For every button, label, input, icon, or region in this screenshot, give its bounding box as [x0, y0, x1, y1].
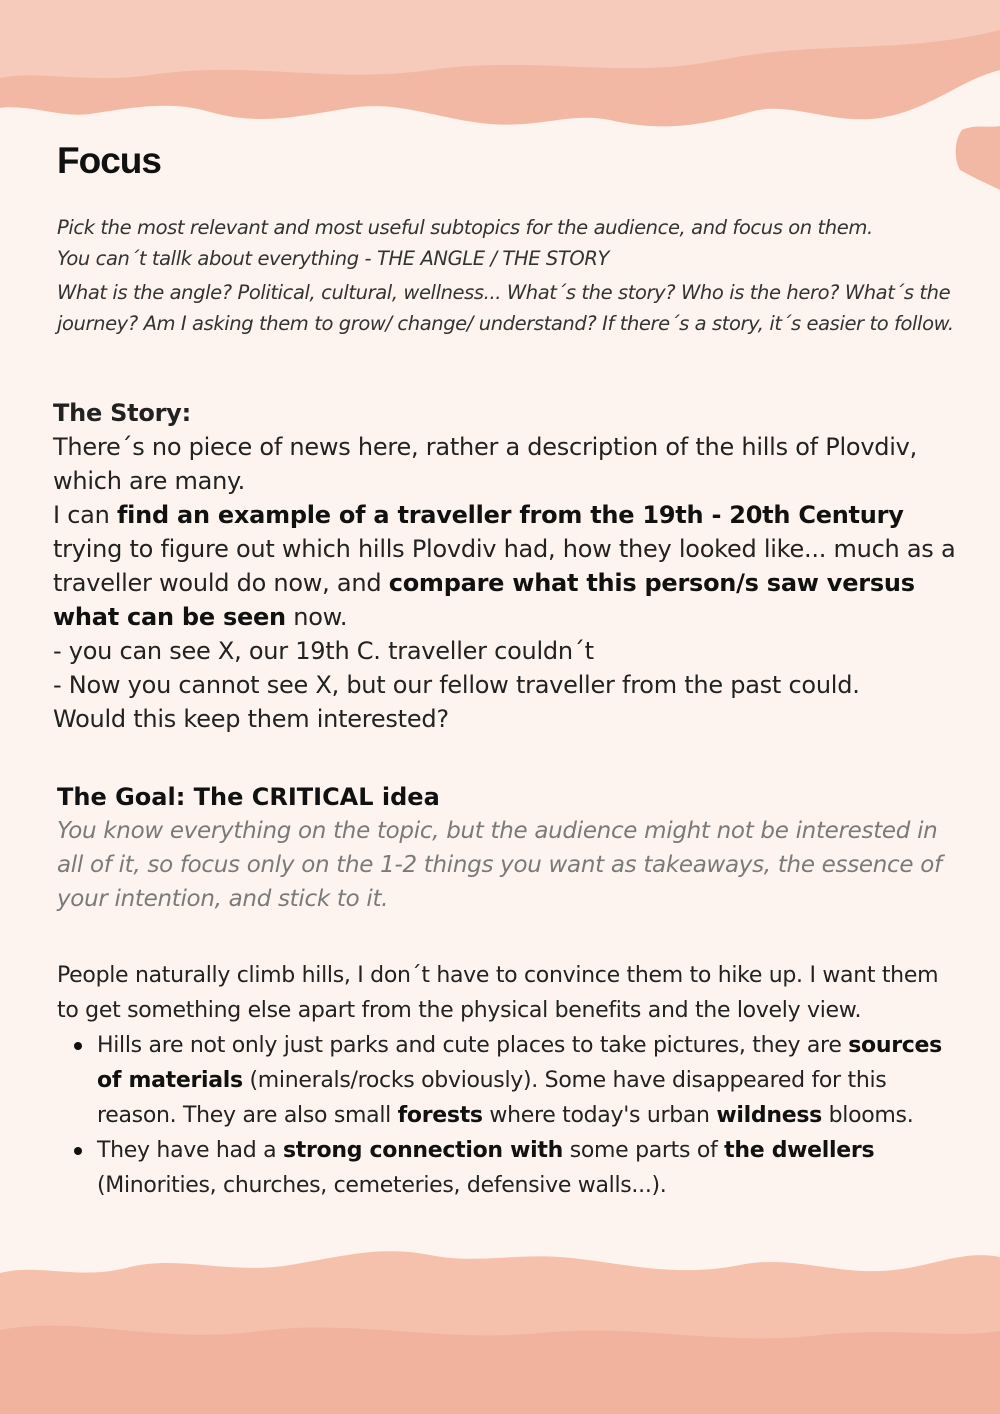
bullet-icon	[74, 1147, 82, 1155]
intro-line-1: Pick the most relevant and most useful subtopics for the audience, and focus on them.	[57, 216, 873, 239]
goal-description: You know everything on the topic, but the audience might not be interested in all of it, so focus only on the 1-2 things you want as takeaways, the essence of your intention, and stick to it.	[57, 818, 942, 912]
story-heading: The Story:	[53, 399, 191, 427]
story-section	[53, 396, 968, 736]
story-paragraph-5: Would this keep them interested?	[53, 705, 449, 733]
intro-line-2: You can´t tallk about everything - THE ANGLE / THE STORY	[57, 247, 610, 270]
list-item: They have had a strong connection with some parts of the dwellers (Minorities, churches, cemeteries, defensive walls...).	[57, 1133, 957, 1203]
intro-notes	[57, 212, 957, 339]
goal-heading: The Goal: The CRITICAL idea	[57, 783, 440, 811]
story-paragraph-4: - Now you cannot see X, but our fellow traveller from the past could.	[53, 671, 860, 699]
watercolor-side-chip	[950, 120, 1000, 190]
goal-section	[57, 780, 957, 916]
story-paragraph-2: I can find an example of a traveller from the 19th - 20th Century trying to figure out which hills Plovdiv had, how they looked like... much as a traveller would do now, and compare what this person/s saw versus what can be seen now.	[53, 501, 956, 631]
bullet-icon	[74, 1042, 82, 1050]
intro-line-3: What is the angle? Political, cultural, wellness... What´s the story? Who is the hero? What´s the journey? Am I asking them to grow/ change/ understand? If there´s a story, it´s easier to follow.	[57, 281, 954, 335]
story-paragraph-3: - you can see X, our 19th C. traveller couldn´t	[53, 637, 594, 665]
watercolor-bottom-deep	[0, 1326, 1000, 1414]
page-title: Focus	[57, 140, 161, 181]
watercolor-bottom-decoration	[0, 1235, 1000, 1414]
story-paragraph-1: There´s no piece of news here, rather a description of the hills of Plovdiv, which are many.	[53, 433, 918, 495]
list-item: Hills are not only just parks and cute places to take pictures, they are sources of materials (minerals/rocks obviously). Some have disappeared for this reason. They are also small forests where today's urban wildness blooms.	[57, 1028, 957, 1133]
bullet-list	[57, 1028, 957, 1203]
body-section	[57, 958, 957, 1203]
watercolor-top-decoration	[0, 0, 1000, 150]
body-paragraph: People naturally climb hills, I don´t have to convince them to hike up. I want them to get something else apart from the physical benefits and the lovely view.	[57, 963, 939, 1023]
